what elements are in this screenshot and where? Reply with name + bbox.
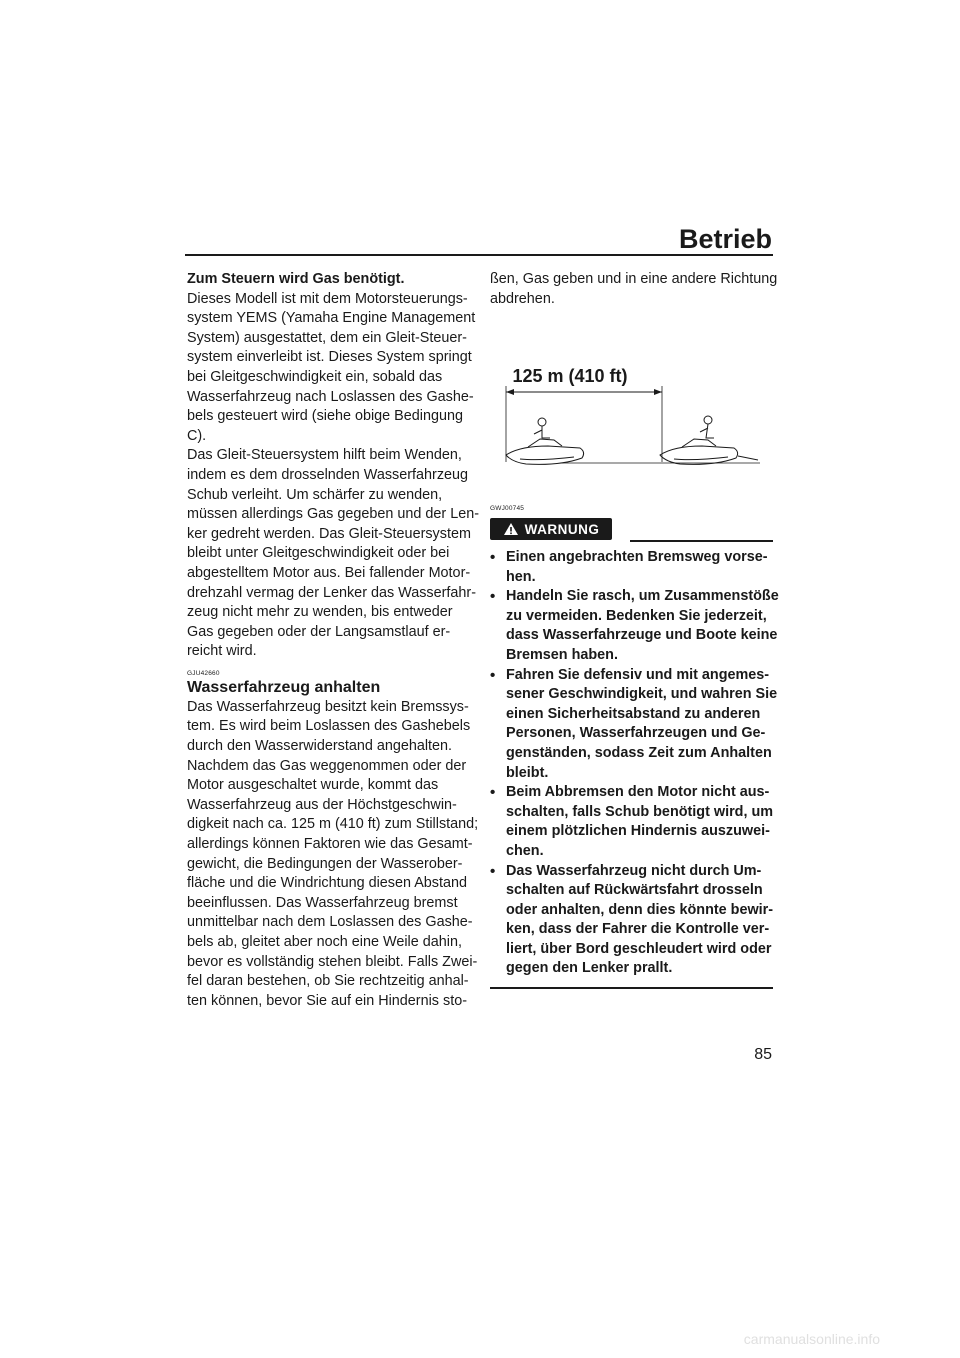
page-number: 85 xyxy=(754,1046,772,1063)
text-line: Bremsen haben. xyxy=(506,646,618,663)
text-line: ker gedreht werden. Das Gleit-Steuersystem xyxy=(187,525,471,542)
text-line: liert, über Bord geschleudert wird oder xyxy=(506,940,772,957)
header-rule xyxy=(185,254,773,256)
text-line: Wasserfahrzeug nach Loslassen des Gashe- xyxy=(187,388,474,405)
text-line: abgestelltem Motor aus. Bei fallender Motor- xyxy=(187,564,471,581)
right-column xyxy=(490,270,778,309)
text-line: • Fahren Sie defensiv und mit angemes- xyxy=(506,666,770,683)
text-line: sener Geschwindigkeit, und wahren Sie xyxy=(506,686,778,703)
text-line: schalten auf Rückwärtsfahrt drosseln xyxy=(506,882,763,899)
warning-item xyxy=(490,783,773,861)
text-line: Motor ausgeschaltet wurde, kommt das xyxy=(187,777,439,794)
text-line: system einverleibt ist. Dieses System springt xyxy=(187,349,472,366)
text-line: einem plötzlichen Hindernis auszuwei- xyxy=(506,823,770,840)
text-line: gegen den Lenker prallt. xyxy=(506,960,673,977)
warning-triangle-icon xyxy=(503,522,519,536)
text-line: tem. Es wird beim Loslassen des Gashebels xyxy=(187,718,471,735)
text-line: bels gesteuert wird (siehe obige Bedingung xyxy=(187,408,464,425)
warning-box xyxy=(490,505,779,989)
text-line: digkeit nach ca. 125 m (410 ft) zum Stillstand; xyxy=(187,816,479,833)
text-line: drehzahl vermag der Lenker das Wasserfahr- xyxy=(187,584,477,601)
left-column xyxy=(187,270,480,1011)
text-line: müssen allerdings Gas gegeben und der Len- xyxy=(187,506,480,523)
text-line: Schub verleiht. Um schärfer zu wenden, xyxy=(187,486,443,503)
text-line: zu vermeiden. Bedenken Sie jederzeit, xyxy=(506,607,767,624)
text-line: Nachdem das Gas weggenommen oder der xyxy=(187,757,467,774)
paragraph-anhalten xyxy=(187,698,479,1012)
text-line: Personen, Wasserfahrzeugen und Ge- xyxy=(506,725,766,742)
text-line: bleibt. xyxy=(506,764,549,781)
page-title: Betrieb xyxy=(678,224,772,254)
text-line: Gas gegeben oder der Langsamstlauf er- xyxy=(187,623,451,640)
watercraft-stop-icon xyxy=(660,416,758,464)
text-line: • Einen angebrachten Bremsweg vorse- xyxy=(506,549,768,565)
text-line: schalten, falls Schub benötigt wird, um xyxy=(506,803,774,820)
arrow-left-icon xyxy=(506,389,514,395)
text-line: einen Sicherheitsabstand zu anderen xyxy=(506,705,761,722)
text-line: zeug nicht mehr zu wenden, bis entweder xyxy=(187,604,453,621)
warning-item xyxy=(490,587,779,665)
warning-header xyxy=(490,518,773,542)
text-line: durch den Wasserwiderstand angehalten. xyxy=(187,738,453,755)
warning-list xyxy=(490,548,779,979)
distance-label: 125 m (410 ft) xyxy=(512,366,628,386)
watercraft-start-icon xyxy=(506,418,584,464)
text-line: bels ab, gleitet aber noch eine Weile dahin, xyxy=(187,934,462,950)
warning-bottom-rule xyxy=(490,987,773,989)
stopping-distance-figure xyxy=(500,360,768,480)
watermark: carmanualsonline.info xyxy=(743,1331,880,1347)
text-line: bleibt unter Gleitgeschwindigkeit oder bei xyxy=(187,545,450,562)
warning-item xyxy=(490,862,773,980)
arrow-right-icon xyxy=(654,389,662,395)
text-line: abdrehen. xyxy=(490,290,555,307)
text-line: gewicht, die Bedingungen der Wasserober- xyxy=(187,855,463,872)
paragraph-gleit-steuersystem xyxy=(187,446,480,662)
text-line: beeinflussen. Das Wasserfahrzeug bremst xyxy=(187,894,458,911)
paragraph-yems xyxy=(187,290,476,447)
warning-item xyxy=(490,666,778,784)
warning-label: WARNUNG xyxy=(524,521,600,537)
section-code: GJU42660 xyxy=(187,669,220,677)
text-line: fläche und die Windrichtung diesen Abstand xyxy=(187,875,468,892)
text-line: System) ausgestattet, dem ein Gleit-Steuer- xyxy=(187,329,467,346)
text-line: ten können, bevor Sie auf ein Hindernis sto- xyxy=(187,992,467,1009)
text-line: chen. xyxy=(506,842,544,859)
intro-heading: Zum Steuern wird Gas benötigt. xyxy=(187,271,405,287)
warning-code: GWJ00745 xyxy=(490,505,525,512)
text-line: dass Wasserfahrzeuge und Boote keine xyxy=(506,627,778,644)
text-line: • Beim Abbremsen den Motor nicht aus- xyxy=(506,784,770,801)
text-line: allerdings können Faktoren wie das Gesamt- xyxy=(187,836,473,853)
text-line: genständen, sodass Zeit zum Anhalten xyxy=(506,744,772,761)
text-line: oder anhalten, denn dies könnte bewir- xyxy=(506,901,774,918)
text-line: Dieses Modell ist mit dem Motorsteuerungs- xyxy=(187,290,468,307)
warning-top-rule xyxy=(630,540,773,542)
text-line: unmittelbar nach dem Loslassen des Gashe- xyxy=(187,914,473,931)
text-line: Das Wasserfahrzeug besitzt kein Bremssys- xyxy=(187,698,469,715)
text-line: Wasserfahrzeug aus der Höchstgeschwin- xyxy=(187,796,457,813)
text-line: hen. xyxy=(506,568,536,585)
text-line: • Handeln Sie rasch, um Zusammenstöße xyxy=(506,588,779,605)
text-line: reicht wird. xyxy=(187,643,257,660)
warning-badge xyxy=(490,518,612,540)
text-line: system YEMS (Yamaha Engine Management xyxy=(187,310,476,327)
text-line: ken, dass der Fahrer die Kontrolle ver- xyxy=(506,921,770,938)
section-title: Wasserfahrzeug anhalten xyxy=(187,678,381,696)
text-line: indem es dem drosselnden Wasserfahrzeug xyxy=(187,466,469,483)
text-line: bei Gleitgeschwindigkeit ein, sobald das xyxy=(187,368,443,385)
text-line: C). xyxy=(187,427,207,444)
text-line: • Das Wasserfahrzeug nicht durch Um- xyxy=(506,862,762,879)
text-line: Das Gleit-Steuersystem hilft beim Wenden, xyxy=(187,447,462,464)
text-line: ßen, Gas geben und in eine andere Richtung xyxy=(490,271,778,287)
text-line: bevor es vollständig stehen bleibt. Falls Zwei- xyxy=(187,953,478,970)
text-line: fel daran bestehen, ob Sie rechtzeitig anhal- xyxy=(187,973,469,990)
warning-item xyxy=(490,548,773,587)
